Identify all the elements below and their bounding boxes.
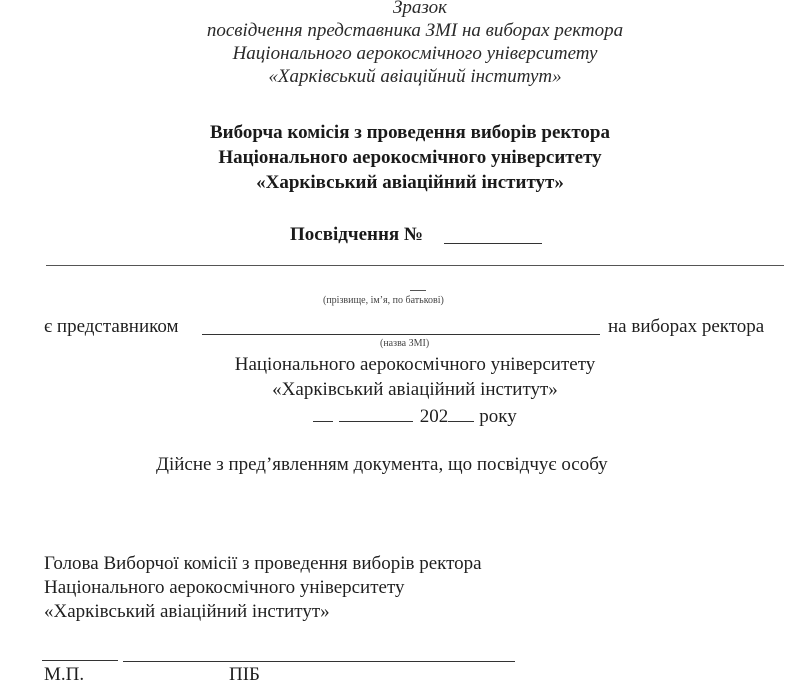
- sample-label: Зразок: [393, 0, 447, 18]
- stamp-label: М.П.: [44, 664, 85, 685]
- subtitle-line-1: посвідчення представника ЗМІ на виборах ректора: [206, 20, 624, 41]
- date-month-field[interactable]: [339, 403, 413, 422]
- subtitle-line-2: Національного аерокосмічного університету: [232, 43, 598, 64]
- university-line-1: Національного аерокосмічного університету: [234, 354, 596, 375]
- signatory-line-1: Голова Виборчої комісії з проведення виборів ректора: [44, 553, 482, 574]
- signatory-line-2: Національного аерокосмічного університету: [44, 577, 405, 598]
- committee-title-line-2: Національного аерокосмічного університету: [218, 147, 602, 168]
- subtitle-line-3: «Харківський авіаційний інститут»: [268, 66, 562, 87]
- representative-label: є представником: [44, 316, 179, 337]
- signatory-line-3: «Харківський авіаційний інститут»: [44, 601, 330, 622]
- media-name-field[interactable]: [202, 334, 600, 335]
- date-year-field[interactable]: [448, 403, 474, 422]
- committee-title-line-3: «Харківський авіаційний інститут»: [256, 172, 564, 193]
- election-tail-text: на виборах ректора: [608, 316, 765, 337]
- certificate-title: Посвідчення №: [290, 224, 424, 245]
- date-year-suffix: року: [479, 406, 517, 427]
- certificate-number-field[interactable]: [444, 243, 542, 244]
- stamp-field[interactable]: [42, 660, 118, 661]
- signature-name-field[interactable]: [123, 661, 515, 662]
- validity-note: Дійсне з пред’явленням документа, що посвідчує особу: [156, 454, 608, 475]
- full-name-field[interactable]: [46, 265, 784, 266]
- media-name-caption: (назва ЗМІ): [380, 338, 430, 349]
- name-label: ПІБ: [229, 664, 260, 685]
- date-year-prefix: 202: [419, 406, 449, 427]
- university-line-2: «Харківський авіаційний інститут»: [272, 379, 558, 400]
- committee-title-line-1: Виборча комісія з проведення виборів ректора: [210, 122, 610, 143]
- date-row: [313, 403, 517, 428]
- date-day-field[interactable]: [313, 403, 333, 422]
- caption-overline: [410, 290, 426, 291]
- full-name-caption: (прізвище, ім’я, по батькові): [323, 295, 444, 306]
